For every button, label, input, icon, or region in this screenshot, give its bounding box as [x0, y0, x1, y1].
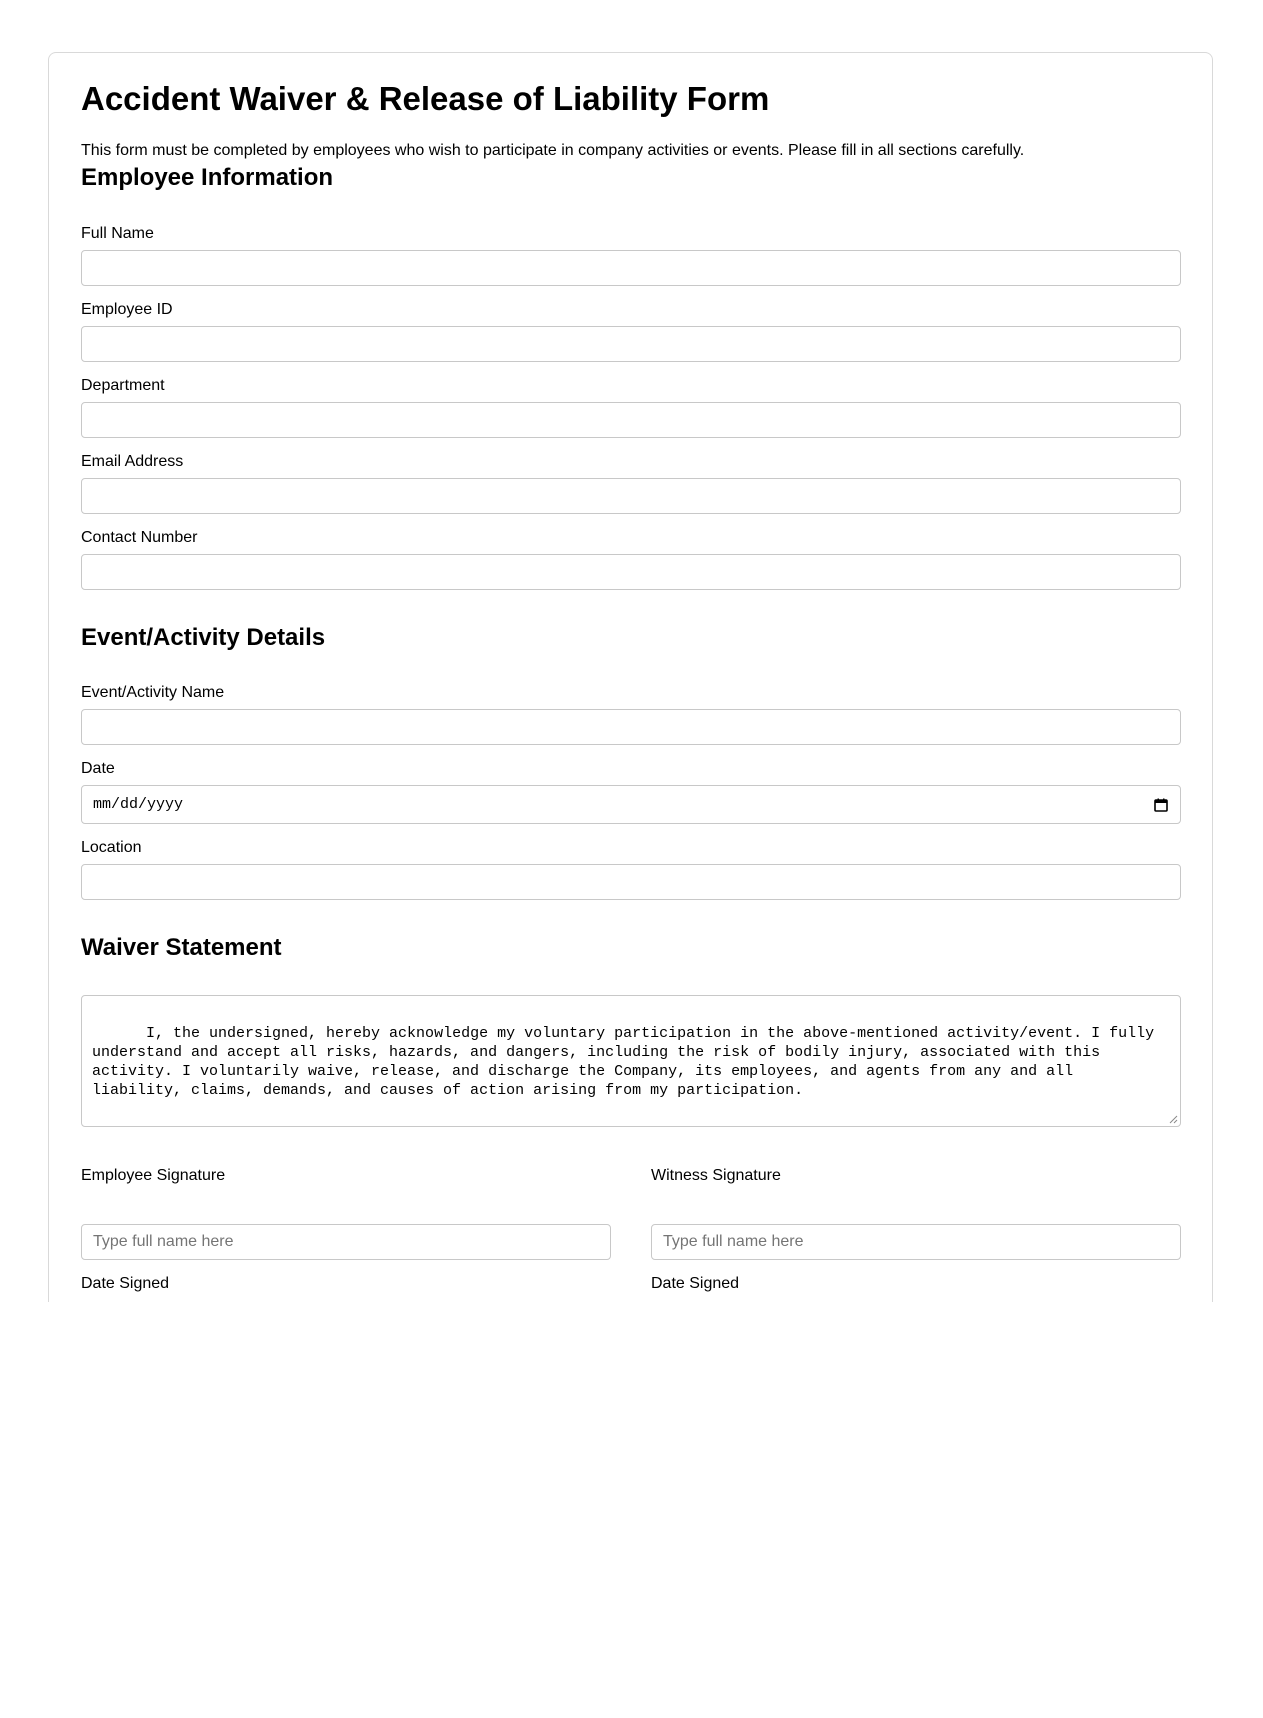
- full-name-label: Full Name: [81, 225, 154, 242]
- department-input[interactable]: [81, 402, 1181, 438]
- contact-number-input[interactable]: [81, 554, 1181, 590]
- contact-number-label: Contact Number: [81, 529, 198, 546]
- location-label: Location: [81, 839, 142, 856]
- date-placeholder: mm/dd/yyyy: [93, 796, 184, 813]
- form-intro: This form must be completed by employees who wish to participate in company activities or events. Please fill in all sections carefully.: [81, 142, 1025, 159]
- employee-signature-label: Employee Signature: [81, 1167, 226, 1184]
- full-name-input[interactable]: [81, 250, 1181, 286]
- employee-section-heading: Employee Information: [81, 164, 334, 191]
- waiver-statement-textarea[interactable]: [81, 995, 1181, 1127]
- event-name-input[interactable]: [81, 709, 1181, 745]
- department-label: Department: [81, 377, 165, 394]
- witness-date-signed-label: Date Signed: [651, 1275, 740, 1292]
- waiver-section-heading: Waiver Statement: [81, 934, 282, 961]
- employee-signature-input[interactable]: [81, 1224, 611, 1260]
- page-title: Accident Waiver & Release of Liability Form: [81, 80, 770, 117]
- waiver-statement-text: I, the undersigned, hereby acknowledge my voluntary participation in the above-mentioned activity/event. I fully understand and accept all risks, hazards, and dangers, including the risk of bodily injury, associated with this activity. I voluntarily waive, release, and discharge the Company, its employees, and agents from any and all liability, claims, demands, and causes of action arising from my participation.: [92, 1025, 1164, 1099]
- employee-date-signed-label: Date Signed: [81, 1275, 170, 1292]
- waiver-form-card: [48, 52, 1213, 1302]
- resize-grip-icon[interactable]: [1169, 1115, 1178, 1124]
- calendar-icon[interactable]: [1154, 798, 1168, 812]
- witness-signature-label: Witness Signature: [651, 1167, 781, 1184]
- email-address-label: Email Address: [81, 453, 184, 470]
- employee-signature-placeholder: Type full name here: [93, 1233, 234, 1250]
- witness-signature-input[interactable]: [651, 1224, 1181, 1260]
- employee-id-label: Employee ID: [81, 301, 173, 318]
- event-date-input[interactable]: [81, 785, 1181, 824]
- location-input[interactable]: [81, 864, 1181, 900]
- employee-id-input[interactable]: [81, 326, 1181, 362]
- event-date-label: Date: [81, 760, 115, 777]
- event-name-label: Event/Activity Name: [81, 684, 225, 701]
- event-section-heading: Event/Activity Details: [81, 624, 326, 651]
- witness-signature-placeholder: Type full name here: [663, 1233, 804, 1250]
- email-address-input[interactable]: [81, 478, 1181, 514]
